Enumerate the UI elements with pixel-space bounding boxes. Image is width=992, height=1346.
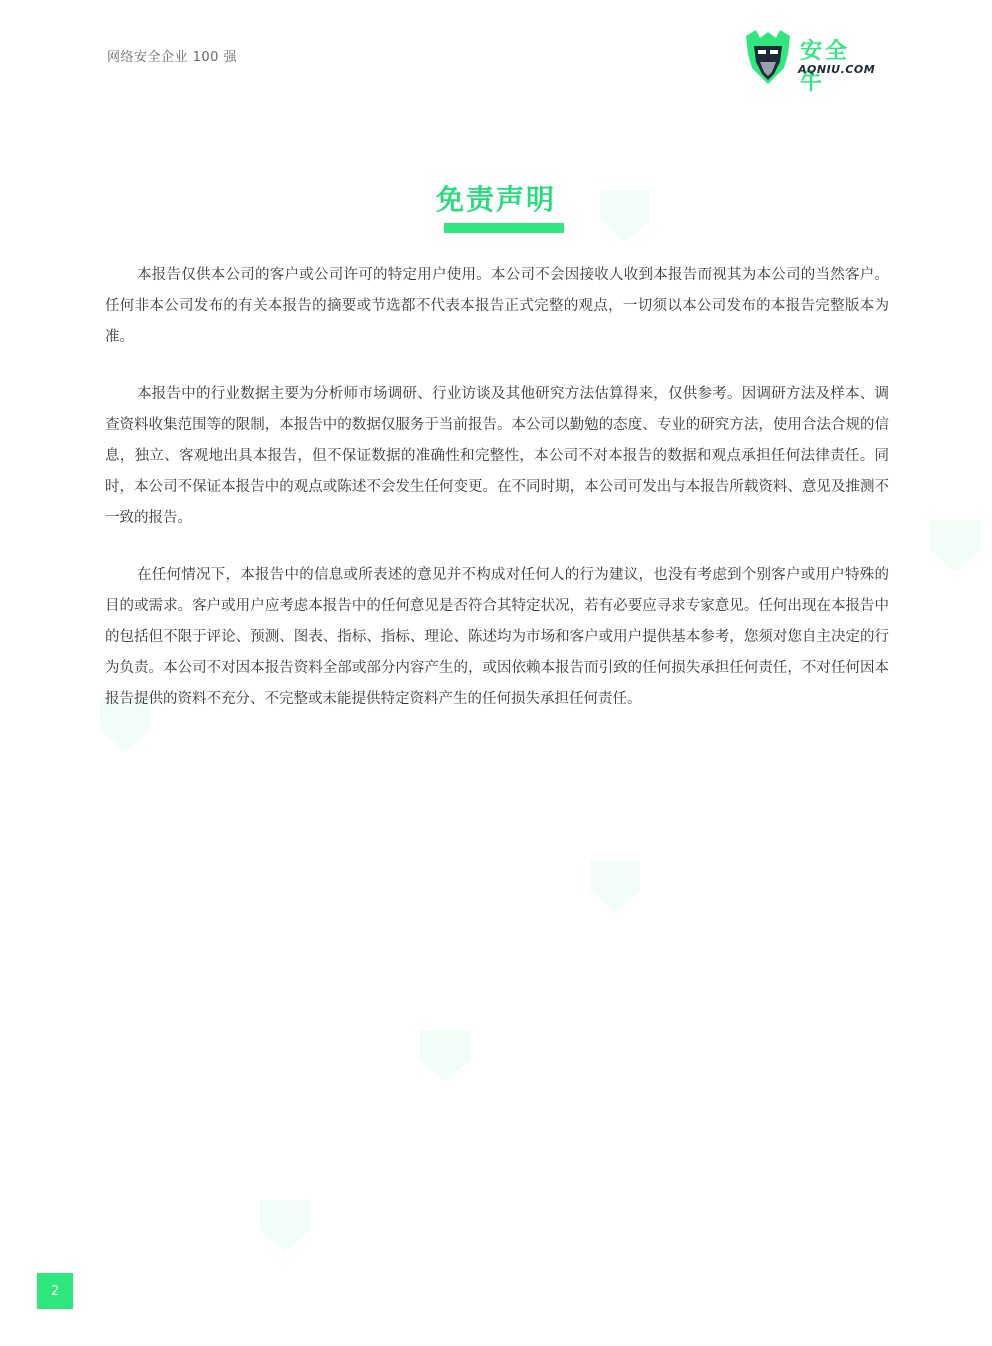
title-underline [444, 223, 564, 233]
page-title: 免责声明 [435, 183, 556, 216]
paragraph: 本报告仅供本公司的客户或公司许可的特定用户使用。本公司不会因接收人收到本报告而视其为本公司的当然客户。任何非本公司发布的有关本报告的摘要或节选都不代表本报告正式完整的观点，一切须以本公司发布的本报告完整版本为准。 [105, 267, 889, 345]
logo-text-cn: 安全牛 [800, 39, 851, 95]
warrior-mask-icon [742, 28, 794, 86]
header-title: 网络安全企业 100 强 [107, 50, 238, 65]
watermark-logo-icon [410, 1020, 480, 1090]
disclaimer-body [105, 260, 889, 741]
paragraph: 本报告中的行业数据主要为分析师市场调研、行业访谈及其他研究方法估算得来，仅供参考。因调研方法及样本、调查资料收集范围等的限制，本报告中的数据仅服务于当前报告。本公司以勤勉的态度、专业的研究方法，使用合法合规的信息，独立、客观地出具本报告，但不保证数据的准确性和完整性，本公司不对本报告的数据和观点承担任何法律责任。同时，本公司不保证本报告中的观点或陈述不会发生任何变更。在不同时期，本公司可发出与本报告所载资料、意见及推测不一致的报告。 [105, 386, 889, 526]
brand-logo [742, 28, 876, 95]
watermark-logo-icon [920, 510, 990, 580]
logo-text-en: AQNIU.COM [798, 63, 876, 76]
page-number: 2 [37, 1273, 73, 1309]
watermark-logo-icon [250, 1190, 320, 1260]
paragraph: 在任何情况下，本报告中的信息或所表述的意见并不构成对任何人的行为建议，也没有考虑到个别客户或用户特殊的目的或需求。客户或用户应考虑本报告中的任何意见是否符合其特定状况，若有必要应寻求专家意见。任何出现在本报告中的包括但不限于评论、预测、图表、指标、指标、理论、陈述均为市场和客户或用户提供基本参考，您须对您自主决定的行为负责。本公司不对因本报告资料全部或部分内容产生的，或因依赖本报告而引致的任何损失承担任何责任，不对任何因本报告提供的资料不充分、不完整或未能提供特定资料产生的任何损失承担任何责任。 [105, 567, 889, 707]
watermark-logo-icon [580, 850, 650, 920]
